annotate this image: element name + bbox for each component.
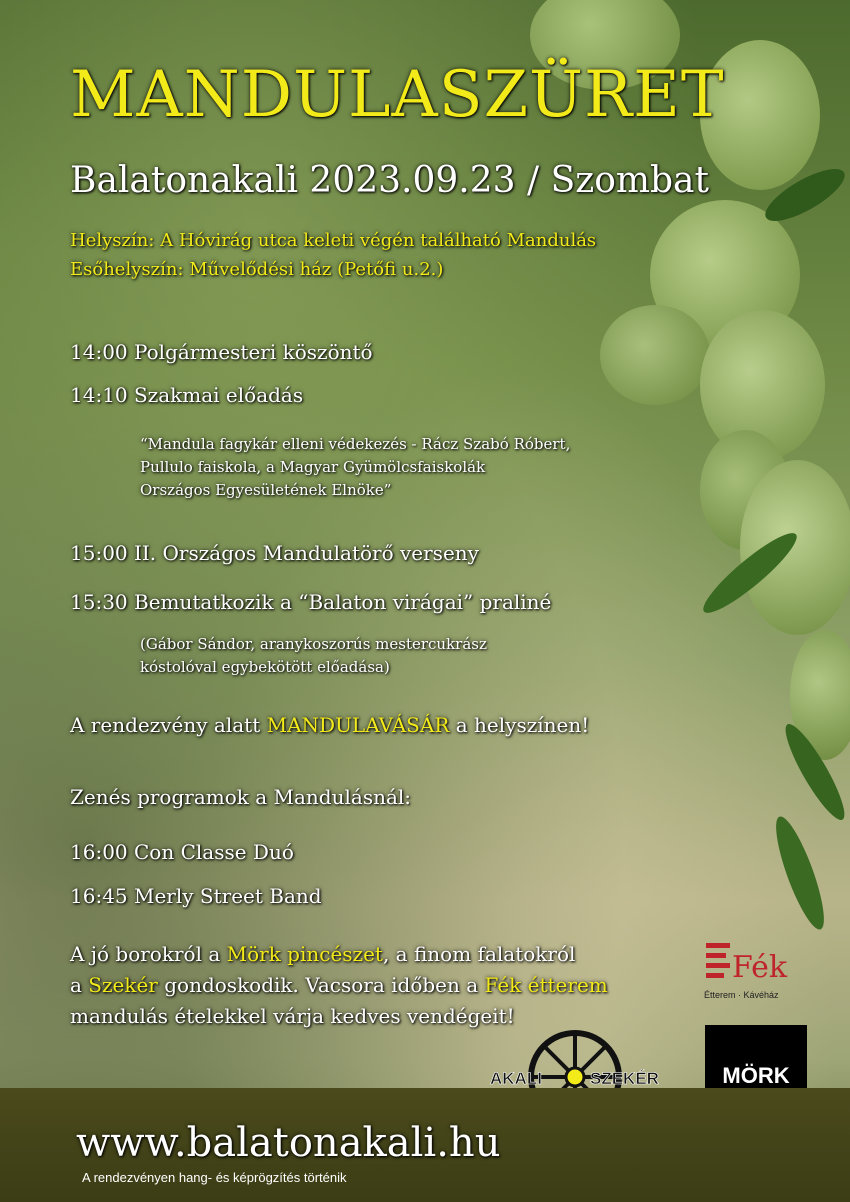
market-highlight: MANDULAVÁSÁR <box>266 713 450 737</box>
akali-text: AKALI <box>490 1069 542 1088</box>
recording-notice: A rendezvényen hang- és képrögzítés történik <box>82 1170 347 1185</box>
closing-line: mandulás ételekkel várja kedves vendégeit! <box>70 1004 515 1028</box>
lecture-note-line: Országos Egyesületének Elnöke” <box>140 481 392 499</box>
program-item: 15:30 Bemutatkozik a “Balaton virágai” praliné <box>70 590 552 614</box>
program-item: 14:00 Polgármesteri köszöntő <box>70 340 373 364</box>
closing-text: a <box>70 973 89 997</box>
closing-text: , a finom falatokról <box>382 942 576 966</box>
market-text: a helyszínen! <box>449 713 590 737</box>
fek-logo <box>704 935 814 1005</box>
praline-note-line: (Gábor Sándor, aranykoszorús mestercukrász <box>140 635 487 653</box>
program-item: 15:00 II. Országos Mandulatörő verseny <box>70 541 479 565</box>
music-item: 16:45 Merly Street Band <box>70 884 322 908</box>
event-title: MANDULASZÜRET <box>70 58 725 132</box>
mork-logo: MÖRK <box>705 1025 807 1127</box>
lecture-note-line: Pullulo faiskola, a Magyar Gyümölcsfaiskolák <box>140 458 486 476</box>
lecture-note-line: “Mandula fagykár elleni védekezés - Rácz Szabó Róbert, <box>140 435 571 453</box>
praline-note-line: kóstolóval egybekötött előadása) <box>140 658 390 676</box>
closing-line <box>70 942 575 966</box>
closing-text: A jó borokról a <box>70 942 227 966</box>
winery-name: Mörk pincészet <box>226 942 383 966</box>
program-item: 14:10 Szakmai előadás <box>70 383 304 407</box>
music-item: 16:00 Con Classe Duó <box>70 840 294 864</box>
fek-logo-subtext: Étterem · Kávéház <box>704 990 779 1000</box>
food-vendor-name: Szekér <box>88 973 158 997</box>
market-text: A rendezvény alatt <box>70 713 267 737</box>
restaurant-name: Fék étterem <box>484 973 608 997</box>
music-heading: Zenés programok a Mandulásnál: <box>70 785 412 809</box>
closing-text: gondoskodik. Vacsora időben a <box>157 973 485 997</box>
fek-logo-text: Fék <box>732 950 788 985</box>
website-link[interactable]: www.balatonakali.hu <box>76 1120 501 1166</box>
fek-logo-graphic <box>704 935 814 1005</box>
event-subtitle: Balatonakali 2023.09.23 / Szombat <box>70 160 709 201</box>
location-text: Helyszín: A Hóvirág utca keleti végén található Mandulás <box>70 230 597 251</box>
market-announcement <box>70 713 589 737</box>
closing-line <box>70 973 608 997</box>
szeker-text: SZEKÉR <box>590 1069 659 1088</box>
rain-location-text: Esőhelyszín: Művelődési ház (Petőfi u.2.) <box>70 259 444 280</box>
